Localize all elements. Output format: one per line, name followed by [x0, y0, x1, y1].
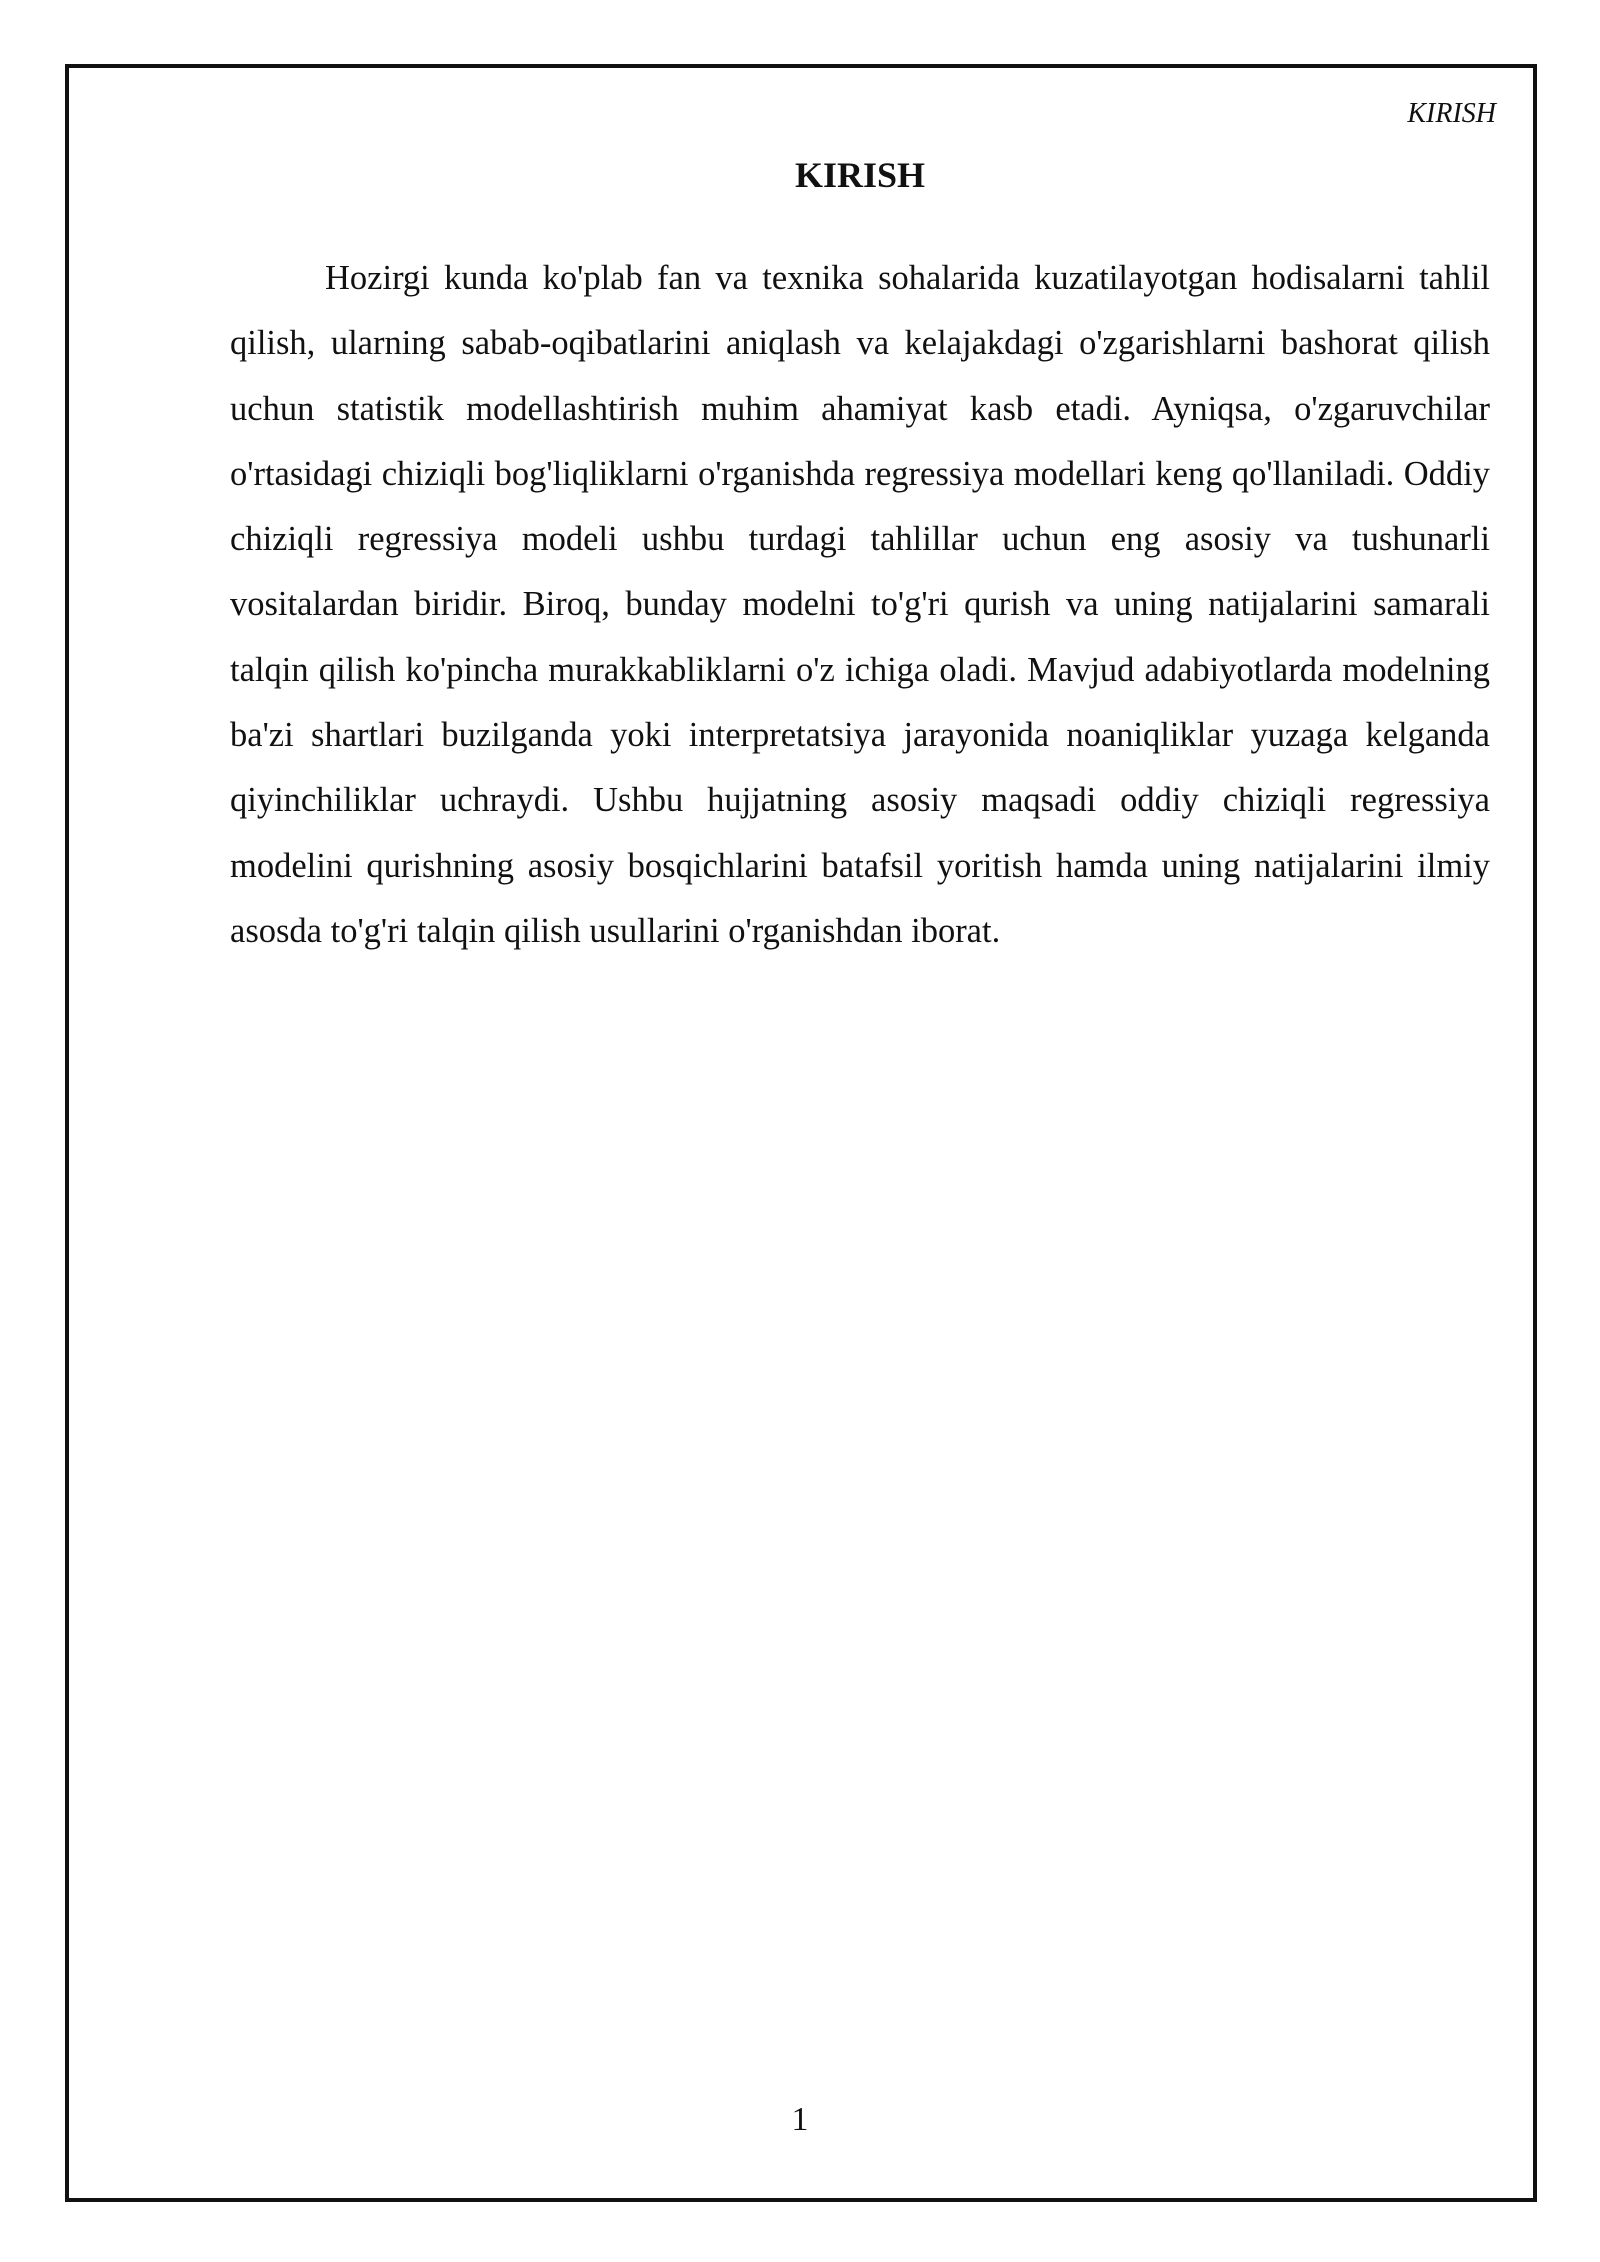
page-title: KIRISH [794, 155, 926, 195]
page-number: 1 [791, 2101, 809, 2138]
running-header: KIRISH [1407, 98, 1496, 129]
body-paragraph: Hozirgi kunda ko'plab fan va texnika sohalarida kuzatilayotgan hodisalarni tahlil qilish, ularning sabab-oqibatlarini aniqlash va kelajakdagi o'zgarishlarni bashorat qilish uchun statistik modellashtirish muhim ahamiyat kasb etadi. Ayniqsa, o'zgaruvchilar o'rtasidagi chiziqli bog'liqliklarni o'rganishda regressiya modellari keng qo'llaniladi. Oddiy chiziqli regressiya modeli ushbu turdagi tahlillar uchun eng asosiy va tushunarli vositalardan biridir. Biroq, bunday modelni to'g'ri qurish va uning natijalarini samarali talqin qilish ko'pincha murakkabliklarni o'z ichiga oladi. Mavjud adabiyotlarda modelning ba'zi shartlari buzilganda yoki interpretatsiya jarayonida noaniqliklar yuzaga kelganda qiyinchiliklar uchraydi. Ushbu hujjatning asosiy maqsadi oddiy chiziqli regressiya modelini qurishning asosiy bosqichlarini batafsil yoritish hamda uning natijalarini ilmiy asosda to'g'ri talqin qilish usullarini o'rganishdan iborat. [230, 259, 1490, 950]
